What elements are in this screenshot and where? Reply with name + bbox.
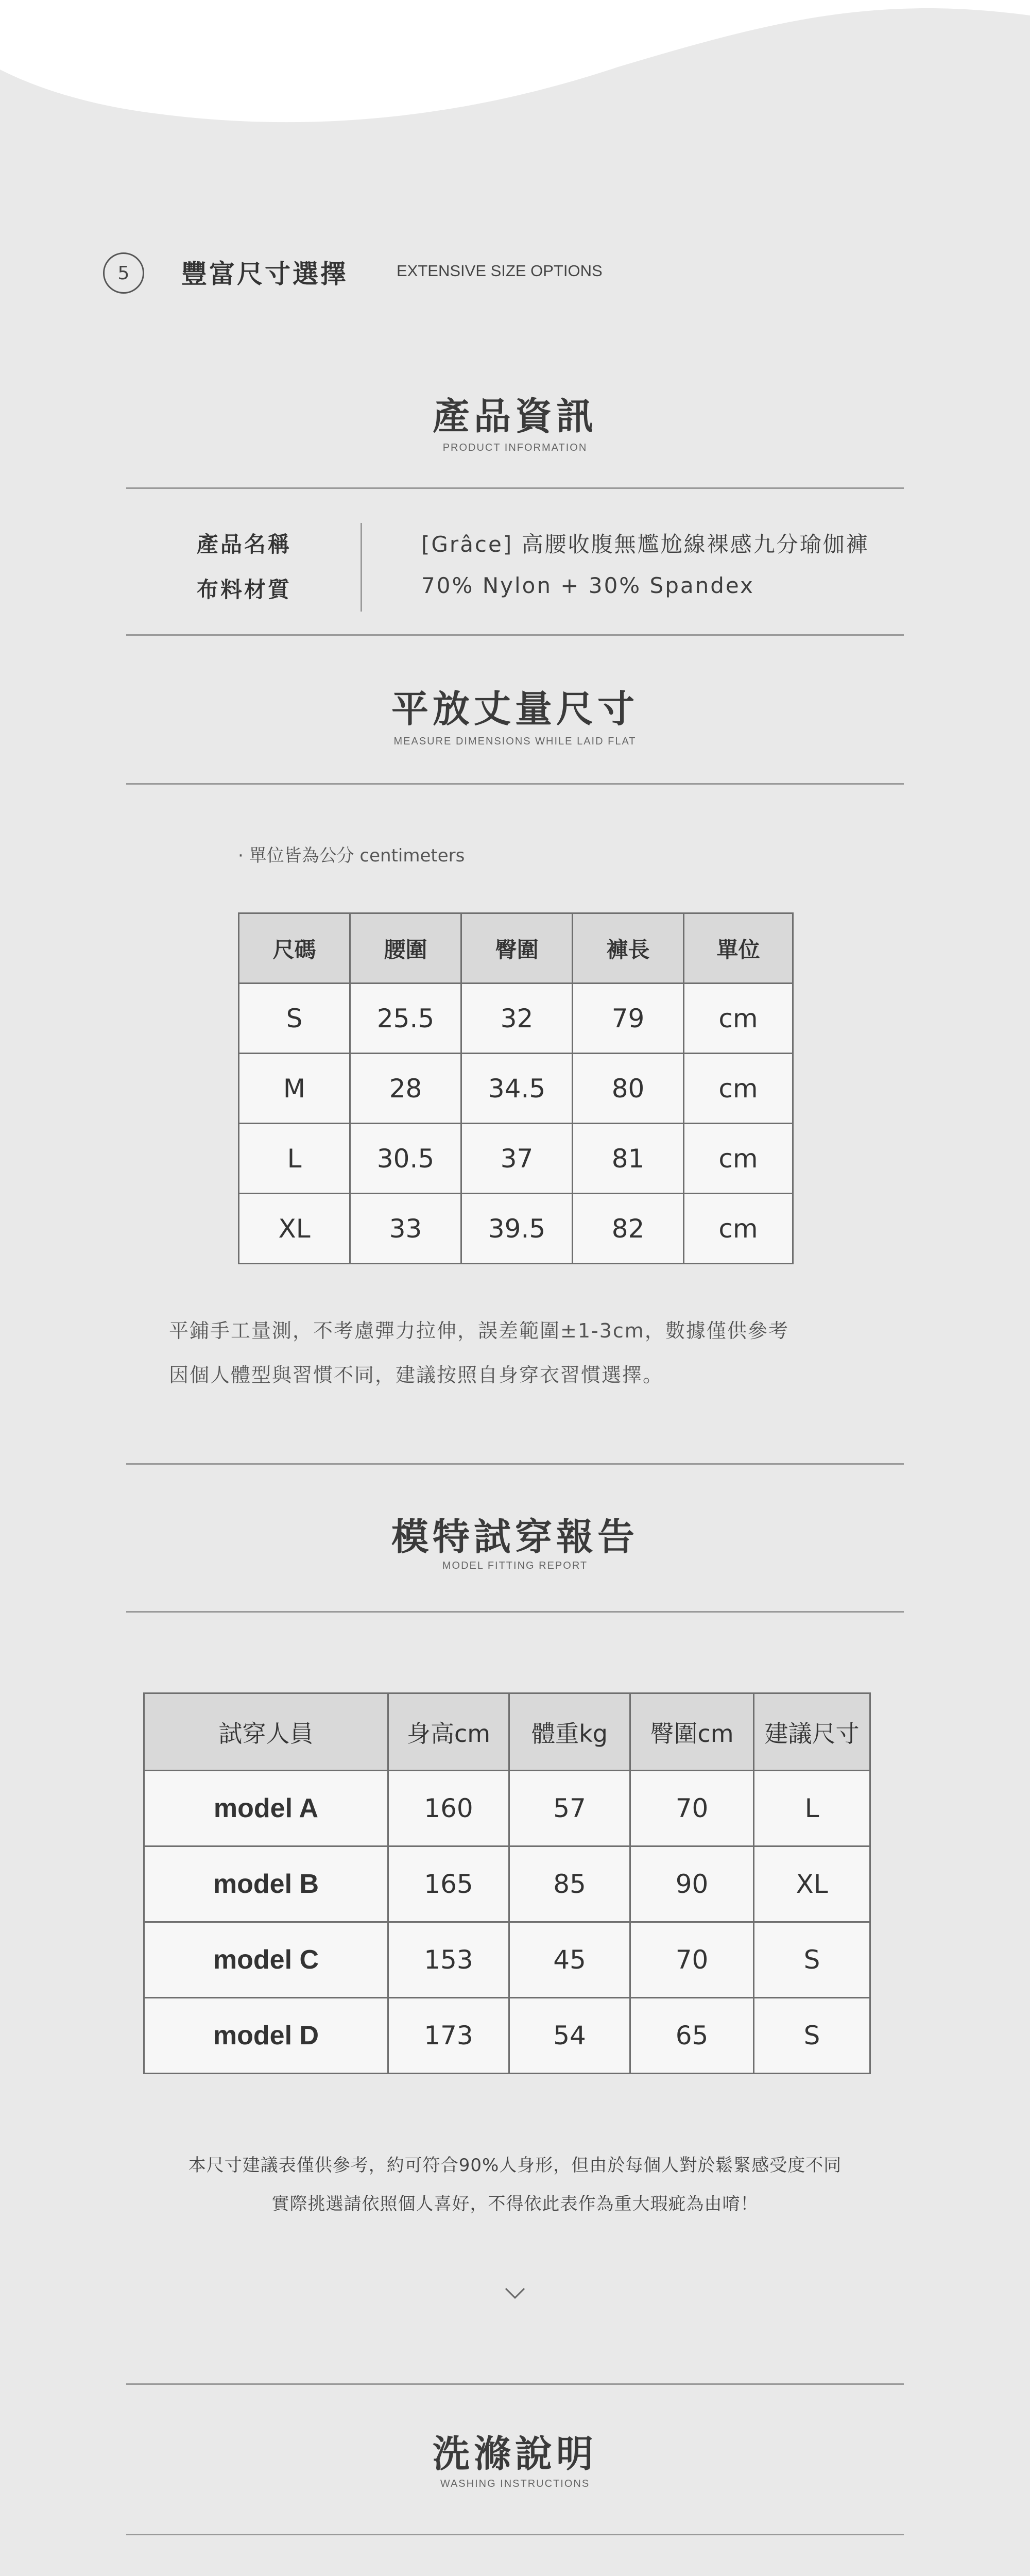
divider (126, 487, 904, 489)
table-cell: 70 (630, 1922, 754, 1998)
section-number: 5 (117, 262, 130, 284)
table-cell: 82 (573, 1194, 684, 1264)
table-cell: S (239, 984, 350, 1054)
table-header-row (144, 1693, 870, 1771)
table-header-cell: 建議尺寸 (754, 1693, 870, 1771)
table-cell: 57 (509, 1771, 630, 1846)
table-row (239, 1194, 793, 1264)
table-row (239, 1124, 793, 1194)
fitting-subtitle: MODEL FITTING REPORT (442, 1560, 588, 1571)
table-cell: model C (144, 1922, 388, 1998)
table-cell: 32 (461, 984, 573, 1054)
table-cell: 70 (630, 1771, 754, 1846)
fabric-value: 70% Nylon + 30% Spandex (421, 573, 754, 598)
table-row (144, 1846, 870, 1922)
section-title: 豐富尺寸選擇 (181, 259, 348, 289)
table-cell: 25.5 (350, 984, 461, 1054)
table-header-cell: 體重kg (509, 1693, 630, 1771)
table-cell: 37 (461, 1124, 573, 1194)
table-header-cell: 腰圍 (350, 913, 461, 984)
fitting-note-line: 實際挑選請依照個人喜好，不得依此表作為重大瑕疵為由唷！ (271, 2194, 759, 2214)
table-cell: 28 (350, 1054, 461, 1124)
table-cell: 79 (573, 984, 684, 1054)
info-separator (360, 523, 362, 612)
table-cell: 30.5 (350, 1124, 461, 1194)
table-cell: 80 (573, 1054, 684, 1124)
washing-subtitle: WASHING INSTRUCTIONS (440, 2478, 590, 2489)
table-header-cell: 臀圍 (461, 913, 573, 984)
table-cell: 33 (350, 1194, 461, 1264)
table-cell: 39.5 (461, 1194, 573, 1264)
section-number-badge (103, 252, 144, 294)
divider (126, 634, 904, 636)
divider (126, 2534, 904, 2535)
table-cell: 34.5 (461, 1054, 573, 1124)
table-header-cell: 單位 (684, 913, 793, 984)
section-subtitle: EXTENSIVE SIZE OPTIONS (397, 262, 603, 280)
table-cell: cm (684, 1054, 793, 1124)
table-header-cell: 身高cm (388, 1693, 509, 1771)
fitting-note-line: 本尺寸建議表僅供參考，約可符合90%人身形，但由於每個人對於鬆緊感受度不同 (188, 2155, 842, 2176)
table-cell: L (754, 1771, 870, 1846)
measure-title: 平放丈量尺寸 (391, 687, 639, 731)
table-cell: 85 (509, 1846, 630, 1922)
table-row (239, 1054, 793, 1124)
table-row (239, 984, 793, 1054)
table-header-cell: 褲長 (573, 913, 684, 984)
measure-note-line: 因個人體型與習慣不同，建議按照自身穿衣習慣選擇。 (169, 1364, 664, 1386)
fitting-title: 模特試穿報告 (391, 1515, 639, 1558)
top-wave-decoration (0, 0, 1030, 134)
table-row (144, 1998, 870, 2074)
measure-note-line: 平鋪手工量測，不考慮彈力拉伸，誤差範圍±1-3cm，數據僅供參考 (169, 1319, 789, 1342)
table-cell: model D (144, 1998, 388, 2074)
divider (126, 2383, 904, 2385)
table-header-cell: 尺碼 (239, 913, 350, 984)
table-cell: 45 (509, 1922, 630, 1998)
table-header-cell: 臀圍cm (630, 1693, 754, 1771)
unit-note: · 單位皆為公分 centimeters (238, 845, 465, 866)
table-cell: XL (239, 1194, 350, 1264)
table-cell: model A (144, 1771, 388, 1846)
table-cell: cm (684, 1194, 793, 1264)
table-cell: 65 (630, 1998, 754, 2074)
table-header-cell: 試穿人員 (144, 1693, 388, 1771)
table-cell: S (754, 1922, 870, 1998)
table-cell: 54 (509, 1998, 630, 2074)
table-cell: XL (754, 1846, 870, 1922)
table-cell: 153 (388, 1922, 509, 1998)
product-info-subtitle: PRODUCT INFORMATION (442, 442, 588, 453)
divider (126, 1611, 904, 1613)
table-cell: cm (684, 984, 793, 1054)
table-row (144, 1922, 870, 1998)
table-cell: model B (144, 1846, 388, 1922)
table-row (144, 1771, 870, 1846)
divider (126, 1463, 904, 1465)
table-cell: cm (684, 1124, 793, 1194)
model-fitting-table (143, 1692, 871, 2074)
table-header-row (239, 913, 793, 984)
table-cell: S (754, 1998, 870, 2074)
chevron-down-icon (504, 2286, 526, 2301)
table-cell: M (239, 1054, 350, 1124)
fabric-label: 布料材質 (197, 577, 292, 602)
washing-title: 洗滌說明 (432, 2432, 597, 2476)
table-cell: 160 (388, 1771, 509, 1846)
table-cell: 165 (388, 1846, 509, 1922)
table-cell: 173 (388, 1998, 509, 2074)
size-table (238, 912, 794, 1264)
divider (126, 783, 904, 785)
table-cell: 90 (630, 1846, 754, 1922)
product-info-title: 產品資訊 (432, 395, 597, 438)
product-name-label: 產品名稱 (197, 532, 292, 557)
product-name-value: [Grâce] 高腰收腹無尷尬線裸感九分瑜伽褲 (421, 532, 869, 557)
table-cell: 81 (573, 1124, 684, 1194)
table-cell: L (239, 1124, 350, 1194)
measure-subtitle: MEASURE DIMENSIONS WHILE LAID FLAT (393, 736, 637, 747)
